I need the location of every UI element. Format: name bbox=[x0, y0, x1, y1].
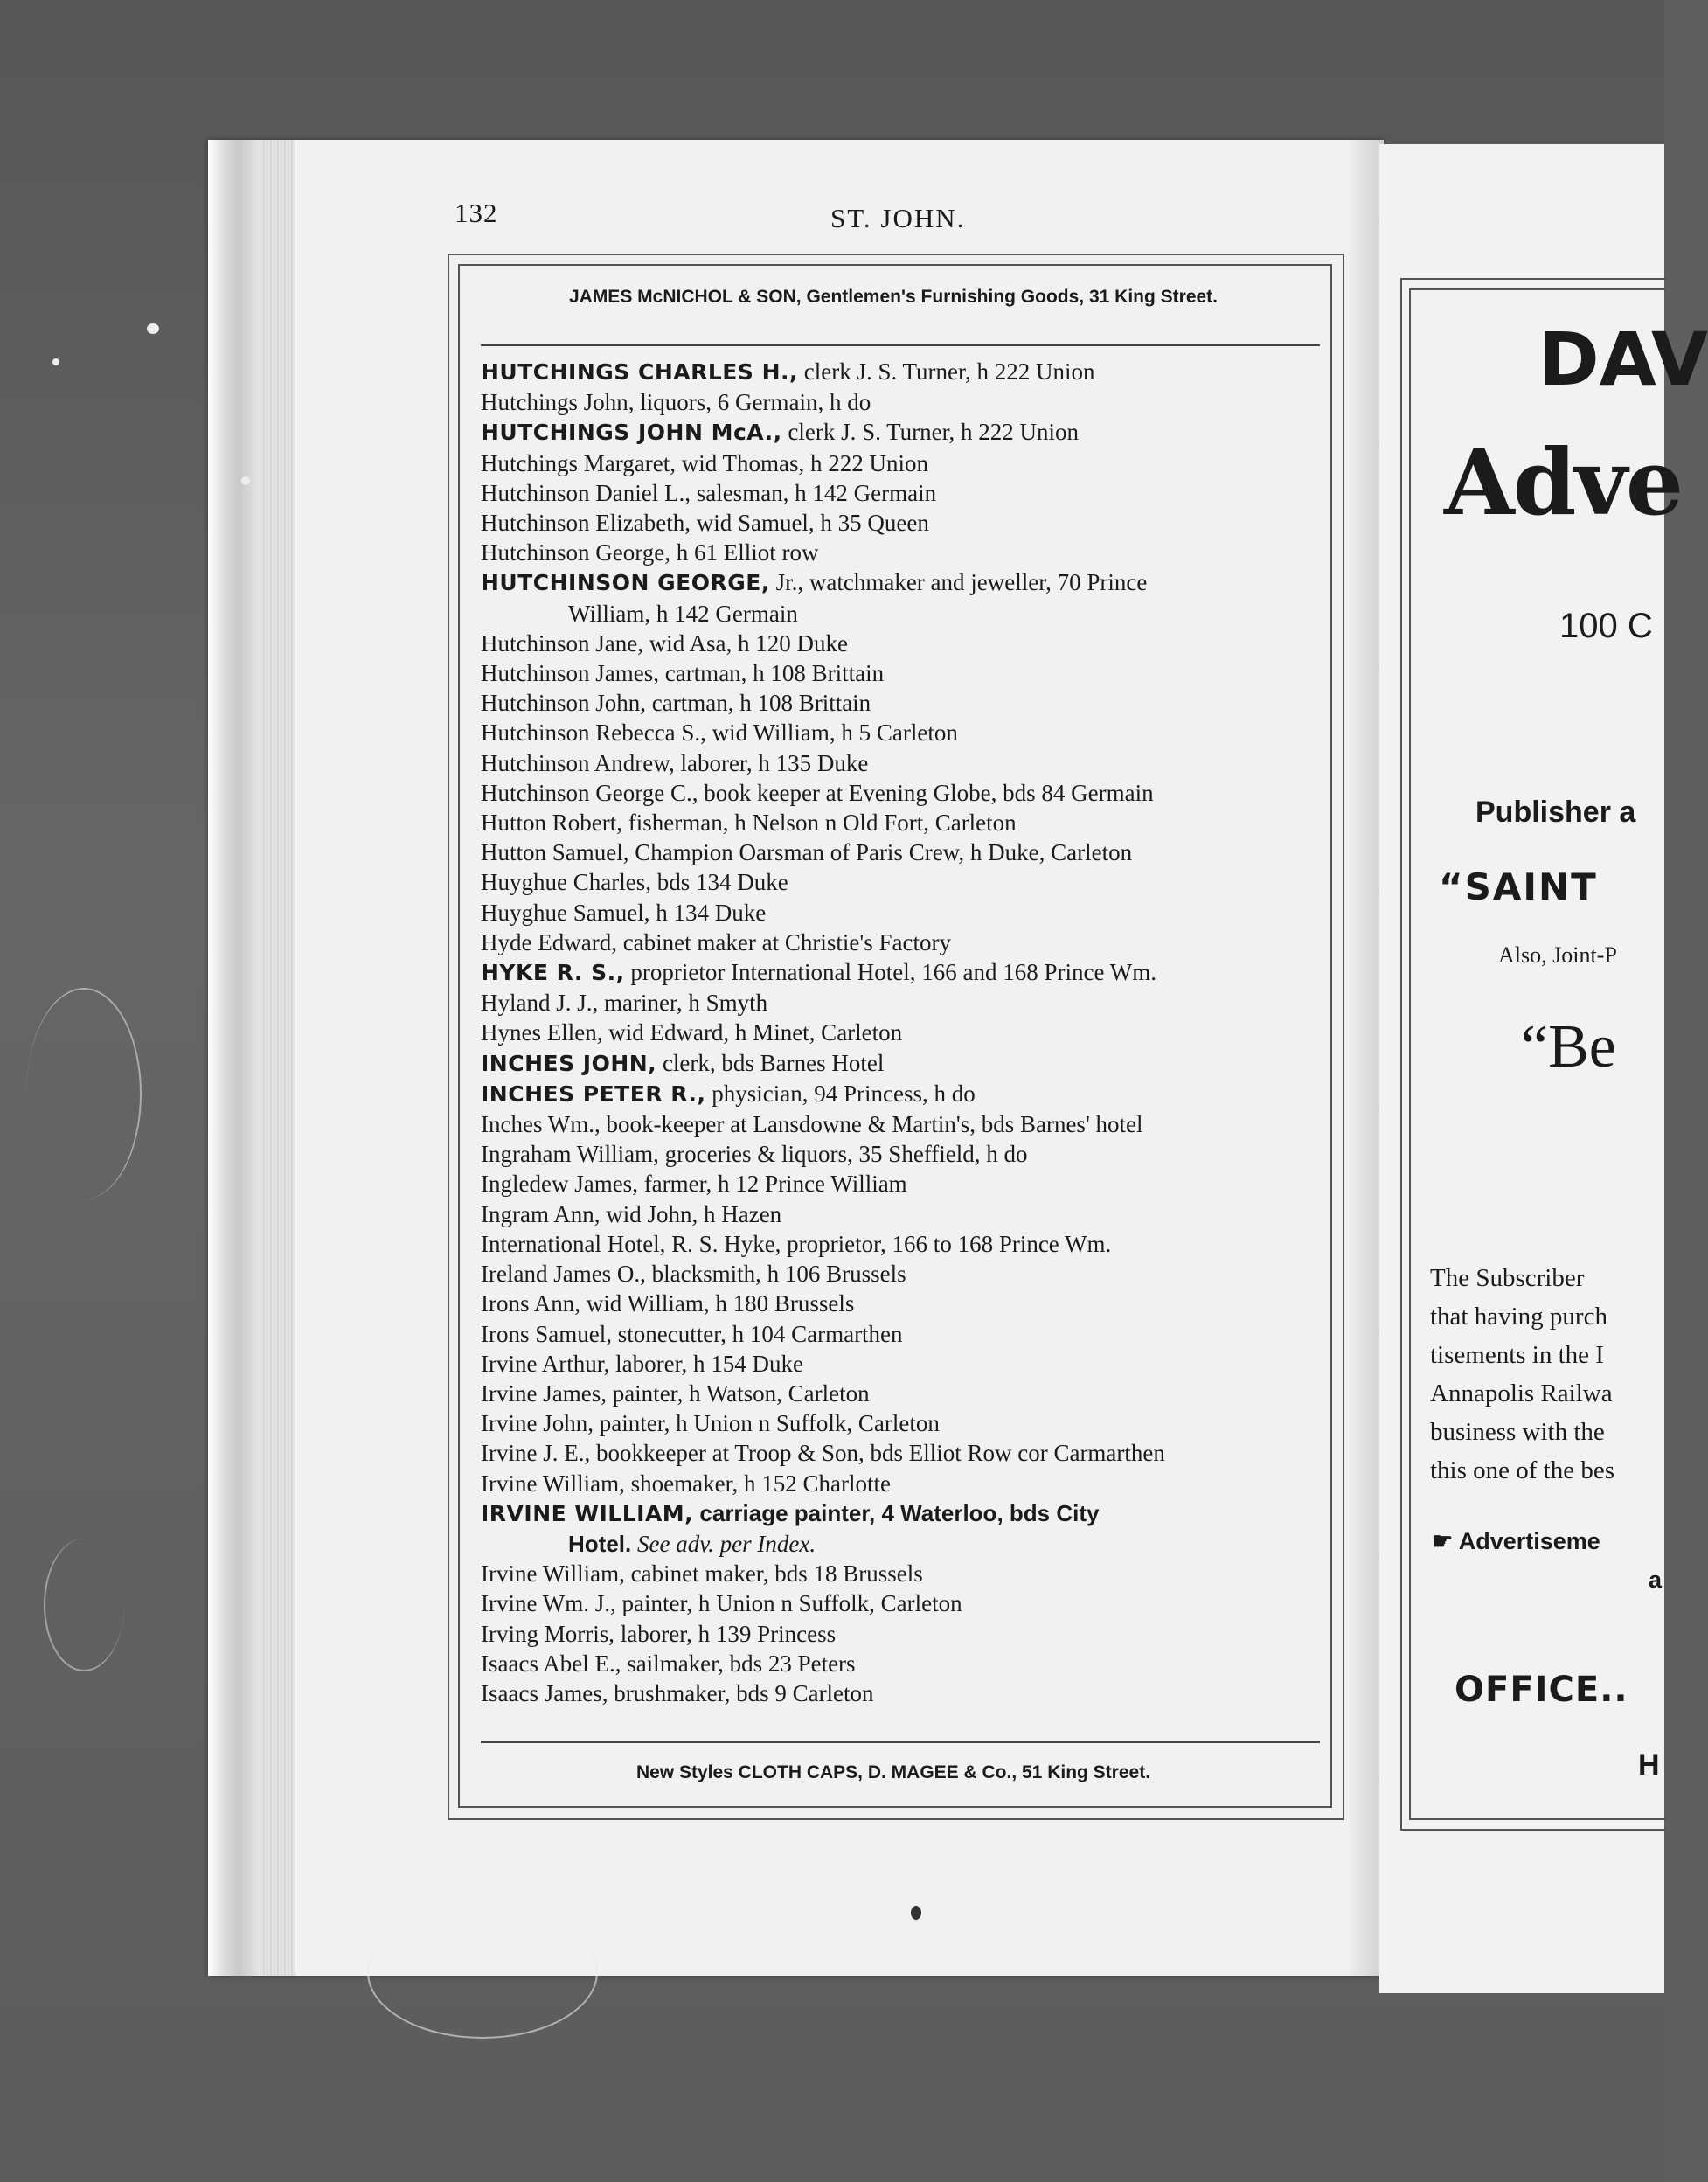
directory-entry: Ingram Ann, wid John, h Hazen bbox=[481, 1200, 782, 1227]
directory-entry bbox=[481, 417, 1329, 448]
dust-fiber bbox=[367, 1906, 598, 2039]
entry-name: IRVINE WILLIAM, bbox=[481, 1500, 694, 1526]
right-advert-line bbox=[1432, 1528, 1600, 1555]
page-number: 132 bbox=[455, 198, 498, 228]
entry-details: clerk J. S. Turner, h 222 Union bbox=[798, 358, 1095, 385]
entry-details: clerk J. S. Turner, h 222 Union bbox=[781, 419, 1080, 446]
directory-entry: Irvine James, painter, h Watson, Carleton bbox=[481, 1379, 870, 1407]
entry-name: HUTCHINSON GEORGE, bbox=[481, 570, 770, 596]
entry-name: INCHES JOHN, bbox=[481, 1050, 657, 1076]
directory-entry: Irvine J. E., bookkeeper at Troop & Son, bds Elliot Row cor Carmarthen bbox=[481, 1440, 1165, 1467]
right-saint-line: “SAINT bbox=[1439, 865, 1598, 908]
directory-entry bbox=[481, 357, 1329, 387]
directory-entry: Irving Morris, laborer, h 139 Princess bbox=[481, 1620, 837, 1647]
directory-entry: Irvine Wm. J., painter, h Union n Suffolk, Carleton bbox=[481, 1590, 962, 1617]
right-footer-letter: H bbox=[1638, 1748, 1660, 1782]
directory-entry: Hutchinson Daniel L., salesman, h 142 Germain bbox=[481, 479, 937, 506]
right-advert-text: Advertiseme bbox=[1458, 1528, 1600, 1554]
directory-entry: International Hotel, R. S. Hyke, proprietor, 166 to 168 Prince Wm. bbox=[481, 1230, 1112, 1257]
entry-details: carriage painter, 4 Waterloo, bds City bbox=[693, 1499, 1100, 1526]
top-advert-banner: JAMES McNICHOL & SON, Gentlemen's Furnishing Goods, 31 King Street. bbox=[568, 287, 1219, 307]
page-gutter bbox=[1349, 140, 1384, 1976]
directory-entry: Hutchinson James, cartman, h 108 Brittain bbox=[481, 660, 885, 687]
right-be-line: “Be bbox=[1521, 1013, 1616, 1081]
directory-listings bbox=[481, 357, 1329, 1708]
right-paragraph-line: business with the bbox=[1430, 1418, 1605, 1446]
right-also-line: Also, Joint-P bbox=[1498, 942, 1617, 968]
directory-entry: Irvine John, painter, h Union n Suffolk, Carleton bbox=[481, 1410, 940, 1437]
entry-continuation bbox=[481, 1529, 1329, 1559]
directory-entry bbox=[481, 1079, 1329, 1109]
directory-entry: Irvine Arthur, laborer, h 154 Duke bbox=[481, 1350, 803, 1377]
entry-name: HUTCHINGS CHARLES H., bbox=[481, 359, 799, 385]
entry-name: INCHES PETER R., bbox=[481, 1081, 706, 1107]
running-head: ST. JOHN. bbox=[830, 203, 966, 233]
entry-details: Jr., watchmaker and jeweller, 70 Prince bbox=[769, 569, 1148, 596]
directory-entry: Hutchinson John, cartman, h 108 Brittain bbox=[481, 690, 871, 717]
directory-entry: Hynes Ellen, wid Edward, h Minet, Carleton bbox=[481, 1019, 903, 1046]
entry-see-advert-note: See adv. per Index. bbox=[636, 1530, 816, 1557]
entry-continuation bbox=[481, 599, 1329, 629]
entry-continuation-text: Hotel. bbox=[568, 1530, 632, 1557]
right-heading: DAV bbox=[1538, 316, 1708, 402]
entry-details: physician, 94 Princess, h do bbox=[705, 1080, 976, 1107]
right-subhead: 100 C bbox=[1559, 607, 1653, 645]
directory-entry bbox=[481, 1498, 1329, 1559]
entry-name: HUTCHINGS JOHN McA., bbox=[481, 420, 782, 446]
page-edge bbox=[208, 140, 260, 1976]
dust-speck bbox=[52, 358, 59, 365]
ink-speck bbox=[911, 1906, 921, 1920]
entry-details: proprietor International Hotel, 166 and 168 Prince Wm. bbox=[624, 959, 1156, 986]
top-rule bbox=[481, 344, 1320, 346]
dust-fiber bbox=[26, 988, 142, 1199]
right-paragraph-line: Annapolis Railwa bbox=[1430, 1379, 1613, 1407]
directory-entry: Isaacs James, brushmaker, bds 9 Carleton bbox=[481, 1679, 874, 1706]
pointing-hand-icon: ☛ bbox=[1432, 1528, 1459, 1554]
dust-fiber bbox=[44, 1539, 124, 1671]
dust-speck bbox=[241, 476, 250, 485]
directory-entry bbox=[481, 567, 1329, 628]
directory-entry: Huyghue Charles, bds 134 Duke bbox=[481, 869, 788, 896]
right-advert-line-2: a bbox=[1649, 1567, 1663, 1593]
directory-entry: Inches Wm., book-keeper at Lansdowne & Martin's, bds Barnes' hotel bbox=[481, 1111, 1143, 1138]
right-blackletter-heading: Adve bbox=[1444, 428, 1683, 536]
directory-entry: Hutchinson George C., book keeper at Evening Globe, bds 84 Germain bbox=[481, 779, 1154, 806]
directory-entry: Hutchings John, liquors, 6 Germain, h do bbox=[481, 389, 871, 416]
bottom-rule bbox=[481, 1741, 1320, 1743]
directory-entry bbox=[481, 957, 1329, 988]
directory-entry: Hutchinson Elizabeth, wid Samuel, h 35 Queen bbox=[481, 510, 929, 537]
directory-entry: Ingledew James, farmer, h 12 Prince William bbox=[481, 1171, 907, 1198]
directory-entry: Irvine William, shoemaker, h 152 Charlotte bbox=[481, 1470, 891, 1497]
bottom-advert-banner: New Styles CLOTH CAPS, D. MAGEE & Co., 51 King Street. bbox=[635, 1762, 1151, 1782]
directory-entry: Isaacs Abel E., sailmaker, bds 23 Peters bbox=[481, 1650, 856, 1677]
right-paragraph-line: The Subscriber bbox=[1430, 1264, 1585, 1292]
directory-entry: Hutchinson Andrew, laborer, h 135 Duke bbox=[481, 749, 869, 776]
right-paragraph-line: tisements in the I bbox=[1430, 1341, 1604, 1369]
directory-entry: Irons Ann, wid William, h 180 Brussels bbox=[481, 1290, 855, 1317]
directory-entry: Ingraham William, groceries & liquors, 35 Sheffield, h do bbox=[481, 1141, 1028, 1168]
entry-continuation-text: William, h 142 Germain bbox=[568, 600, 798, 627]
directory-entry: Irvine William, cabinet maker, bds 18 Brussels bbox=[481, 1560, 923, 1588]
directory-entry: Irons Samuel, stonecutter, h 104 Carmarthen bbox=[481, 1320, 903, 1347]
directory-entry: Hyde Edward, cabinet maker at Christie's Factory bbox=[481, 928, 951, 955]
right-paragraph-line: this one of the bes bbox=[1430, 1456, 1615, 1484]
directory-entry: Huyghue Samuel, h 134 Duke bbox=[481, 899, 767, 926]
right-publisher-line: Publisher a bbox=[1475, 796, 1636, 829]
dust-speck bbox=[147, 323, 159, 334]
entry-name: HYKE R. S., bbox=[481, 960, 625, 986]
directory-entry: Hutchinson Rebecca S., wid William, h 5 Carleton bbox=[481, 719, 958, 747]
right-paragraph-line: that having purch bbox=[1430, 1303, 1607, 1331]
directory-entry: Ireland James O., blacksmith, h 106 Brussels bbox=[481, 1261, 906, 1288]
directory-entry: Hutton Samuel, Champion Oarsman of Paris Crew, h Duke, Carleton bbox=[481, 839, 1133, 866]
directory-entry: Hutchings Margaret, wid Thomas, h 222 Union bbox=[481, 449, 928, 476]
directory-entry bbox=[481, 1048, 1329, 1079]
directory-entry: Hutton Robert, fisherman, h Nelson n Old Fort, Carleton bbox=[481, 810, 1017, 837]
directory-entry: Hutchinson George, h 61 Elliot row bbox=[481, 539, 819, 566]
right-paragraph bbox=[1430, 1259, 1614, 1490]
entry-details: clerk, bds Barnes Hotel bbox=[656, 1049, 885, 1076]
page-edge-stack bbox=[260, 140, 295, 1976]
directory-entry: Hutchinson Jane, wid Asa, h 120 Duke bbox=[481, 629, 848, 657]
right-office-line: OFFICE.. bbox=[1455, 1670, 1628, 1710]
directory-entry: Hyland J. J., mariner, h Smyth bbox=[481, 990, 768, 1017]
